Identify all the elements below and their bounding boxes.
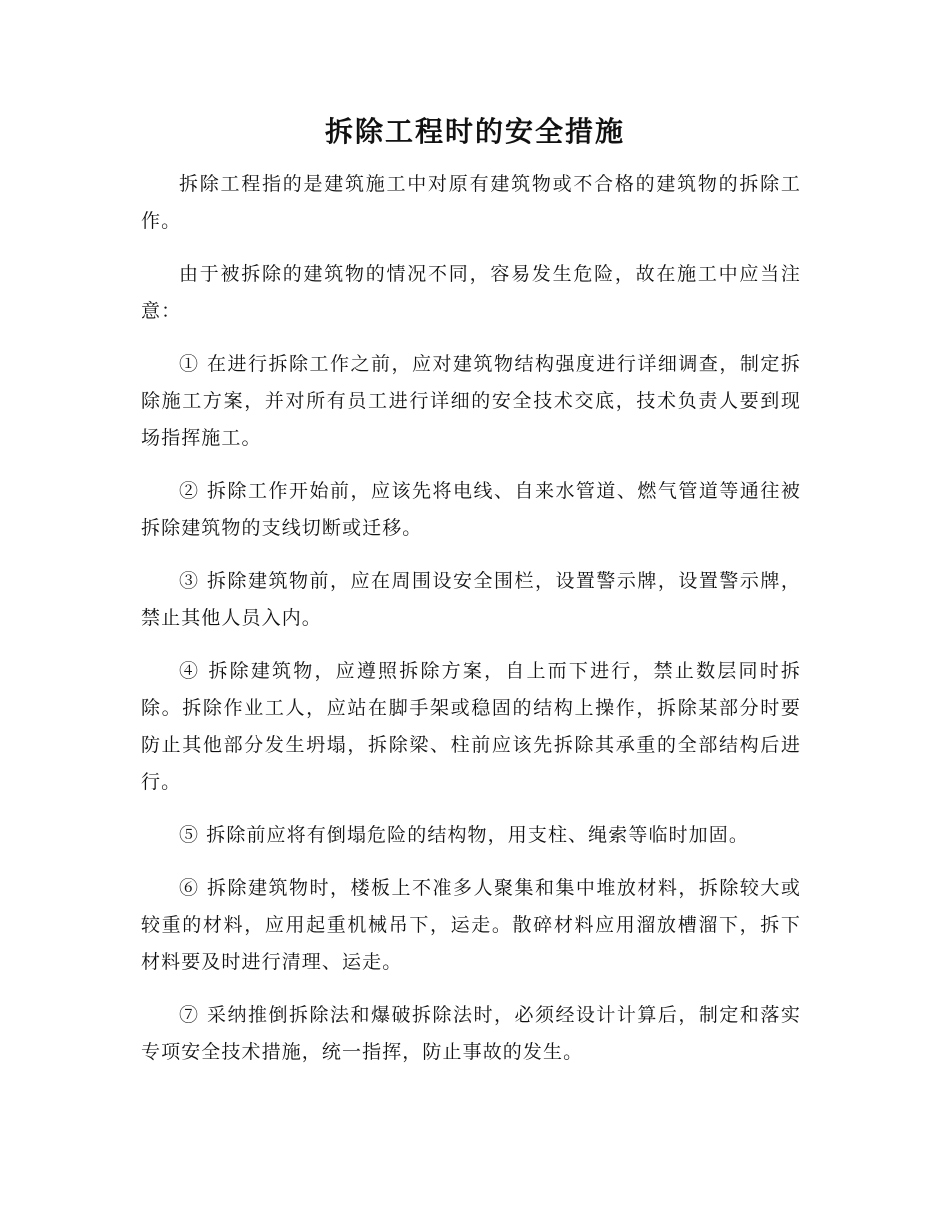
paragraph-item-3: ③ 拆除建筑物前，应在周围设安全围栏，设置警示牌，设置警示牌，禁止其他人员入内。: [141, 570, 801, 629]
paragraph-item-4: ④ 拆除建筑物，应遵照拆除方案，自上而下进行，禁止数层同时拆除。拆除作业工人，应站在脚手架或稳固的结构上操作，拆除某部分时要防止其他部分发生坍塌，拆除梁、柱前应该先拆除其承重的全部结构后进行。: [141, 660, 801, 793]
paragraph-item-2: ② 拆除工作开始前，应该先将电线、自来水管道、燃气管道等通往被拆除建筑物的支线切断或迁移。: [141, 480, 801, 539]
document-title: 拆除工程时的安全措施: [324, 115, 625, 148]
paragraph-item-7: ⑦ 采纳推倒拆除法和爆破拆除法时，必须经设计计算后，制定和落实专项安全技术措施，统一指挥，防止事故的发生。: [141, 1004, 801, 1063]
paragraph-item-6: ⑥ 拆除建筑物时，楼板上不准多人聚集和集中堆放材料，拆除较大或较重的材料，应用起重机械吊下，运走。散碎材料应用溜放槽溜下，拆下材料要及时进行清理、运走。: [141, 877, 801, 973]
paragraph-item-5: ⑤ 拆除前应将有倒塌危险的结构物，用支柱、绳索等临时加固。: [179, 824, 749, 846]
paragraph-intro: 拆除工程指的是建筑施工中对原有建筑物或不合格的建筑物的拆除工作。: [141, 173, 801, 232]
paragraph-item-1: ① 在进行拆除工作之前，应对建筑物结构强度进行详细调查，制定拆除施工方案，并对所有员工进行详细的安全技术交底，技术负责人要到现场指挥施工。: [141, 353, 801, 449]
paragraph-notice: 由于被拆除的建筑物的情况不同，容易发生危险，故在施工中应当注意：: [141, 263, 801, 322]
document-body: [141, 166, 801, 1087]
